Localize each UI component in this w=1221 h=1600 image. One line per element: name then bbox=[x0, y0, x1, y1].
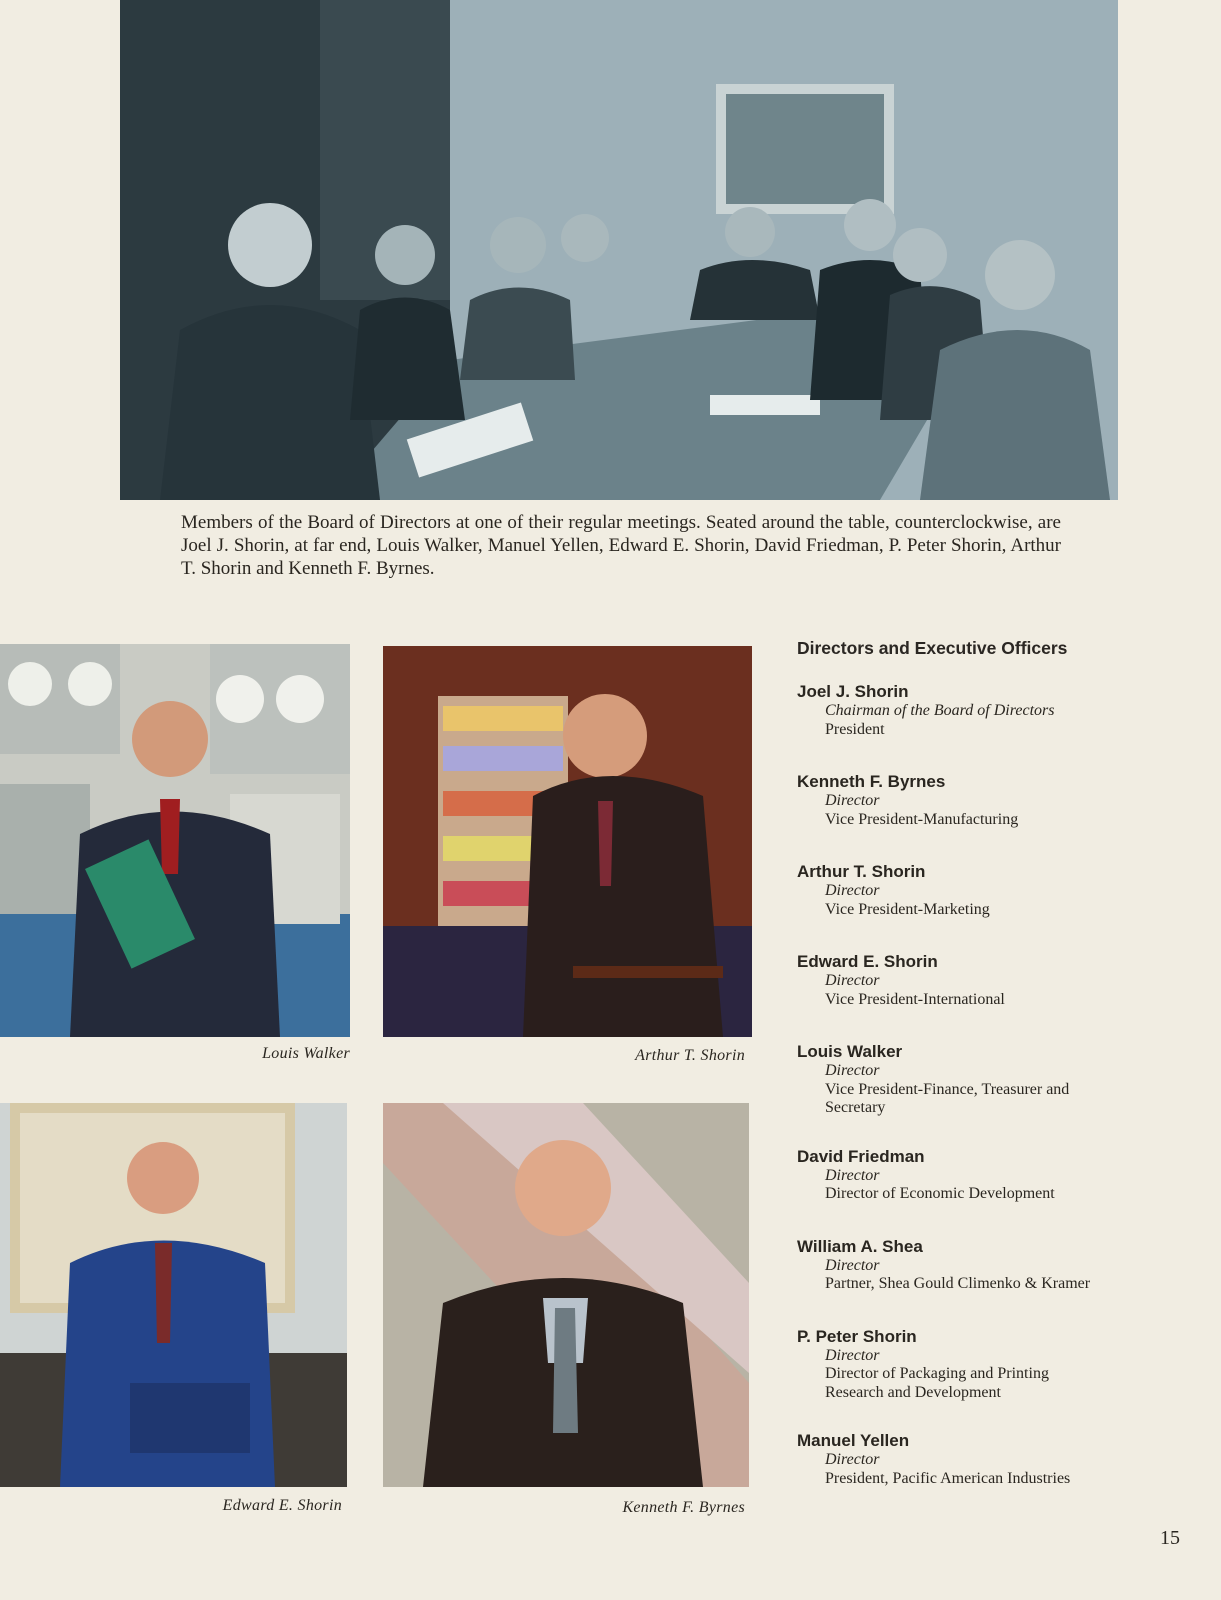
officer-title: Director bbox=[825, 1062, 880, 1079]
caption-kenneth-byrnes: Kenneth F. Byrnes bbox=[622, 1499, 745, 1516]
officer-title: Director bbox=[825, 1256, 880, 1274]
officer-entry bbox=[797, 771, 1207, 829]
officers-list bbox=[797, 638, 1207, 1488]
louis-walker-photo bbox=[0, 644, 350, 1037]
officer-title: Director bbox=[825, 1451, 880, 1468]
officer-name: Joel J. Shorin bbox=[797, 682, 909, 701]
officer-title: Director of Economic Development bbox=[825, 1185, 1055, 1202]
officer-title: Vice President-Manufacturing bbox=[825, 810, 1019, 828]
officer-entry bbox=[797, 861, 1207, 919]
caption-arthur-shorin: Arthur T. Shorin bbox=[635, 1047, 745, 1064]
officer-title: Director bbox=[825, 792, 880, 809]
arthur-shorin-photo bbox=[383, 646, 752, 1037]
caption-edward-shorin: Edward E. Shorin bbox=[222, 1497, 342, 1514]
officer-entry bbox=[797, 1146, 1207, 1204]
officer-entry bbox=[797, 1041, 1207, 1118]
officer-entry bbox=[797, 681, 1207, 739]
officer-name: David Friedman bbox=[797, 1146, 925, 1166]
board-meeting-photo bbox=[120, 0, 1118, 500]
officer-entry bbox=[797, 1236, 1207, 1294]
officer-title: President, Pacific American Industries bbox=[825, 1469, 1071, 1487]
officer-name: Arthur T. Shorin bbox=[797, 862, 926, 881]
officer-title: Vice President-Finance, Treasurer and bbox=[825, 1080, 1070, 1098]
officer-title: Partner, Shea Gould Climenko & Kramer bbox=[825, 1275, 1091, 1292]
officer-entry bbox=[797, 1326, 1207, 1403]
officer-title: Chairman of the Board of Directors bbox=[825, 702, 1055, 719]
officer-name: Kenneth F. Byrnes bbox=[797, 772, 946, 791]
officer-entry bbox=[797, 951, 1207, 1009]
officer-title: President bbox=[825, 720, 885, 738]
officer-name: P. Peter Shorin bbox=[797, 1326, 917, 1346]
officer-title: Director bbox=[825, 1166, 880, 1184]
officer-name: Louis Walker bbox=[797, 1042, 903, 1061]
officer-title: Director of Packaging and Printing bbox=[825, 1365, 1049, 1382]
page-number: 15 bbox=[1160, 1527, 1180, 1549]
officer-title: Director bbox=[825, 882, 880, 899]
board-photo-caption: Members of the Board of Directors at one of their regular meetings. Seated around the table, counterclockwise, are Joel J. Shorin, at far end, Louis Walker, Manuel Yellen, Edward E. Shorin, David Friedman, P. Peter Shorin, Arthur T. Shorin and Kenneth F. Byrnes. bbox=[181, 512, 1061, 579]
caption-louis-walker: Louis Walker bbox=[262, 1045, 350, 1062]
officer-title: Vice President-International bbox=[825, 990, 1005, 1008]
officer-title: Vice President-Marketing bbox=[825, 900, 990, 918]
officer-name: Manuel Yellen bbox=[797, 1431, 910, 1450]
officer-title: Research and Development bbox=[825, 1383, 1001, 1401]
edward-shorin-photo bbox=[0, 1103, 347, 1487]
officer-title: Director bbox=[825, 972, 880, 989]
kenneth-byrnes-photo bbox=[383, 1103, 749, 1487]
officers-heading: Directors and Executive Officers bbox=[797, 638, 1068, 658]
officer-entry bbox=[797, 1430, 1207, 1488]
officer-name: William A. Shea bbox=[797, 1236, 923, 1256]
officer-name: Edward E. Shorin bbox=[797, 952, 938, 971]
officer-title: Secretary bbox=[825, 1099, 886, 1116]
officer-title: Director bbox=[825, 1346, 880, 1364]
